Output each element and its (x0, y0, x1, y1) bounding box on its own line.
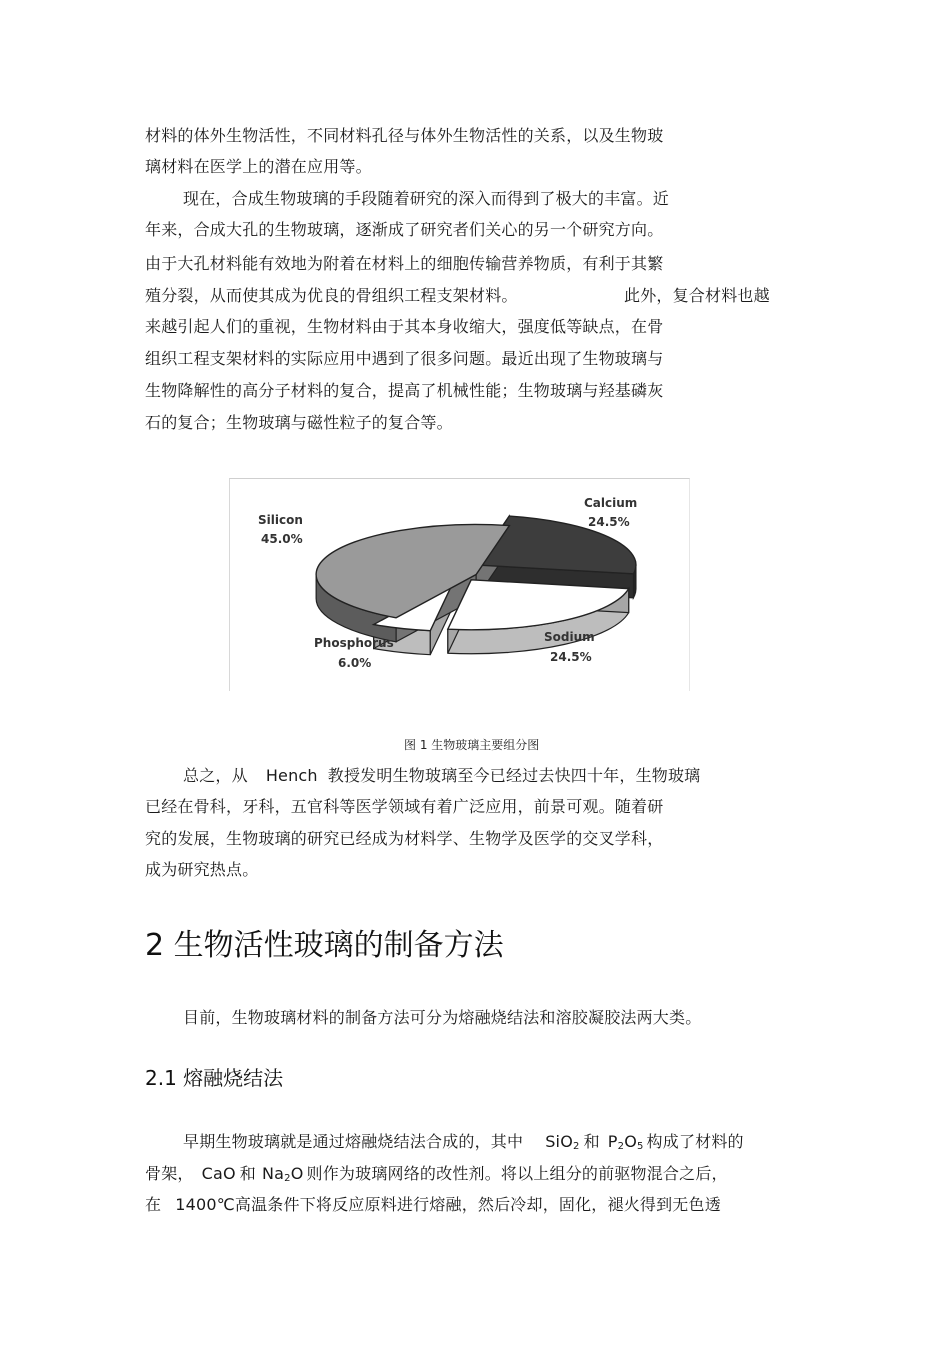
slice-label-silicon: Silicon (258, 513, 303, 527)
text-run: 和 (583, 1132, 600, 1151)
paragraph-line: 材料的体外生物活性，不同材料孔径与体外生物活性的关系，以及生物玻 (145, 126, 664, 145)
slice-value-calcium: 24.5% (588, 515, 630, 529)
text-run: 教授发明生物玻璃至今已经过去快四十年，生物玻璃 (327, 766, 701, 785)
paragraph-line (183, 766, 700, 786)
formula-cao: CaO (201, 1164, 236, 1183)
text-run: 在 (145, 1195, 162, 1214)
pie-chart (230, 479, 689, 691)
figure-caption: 图 1 生物玻璃主要组分图 (404, 738, 540, 752)
paragraph-line: 来越引起人们的重视，生物材料由于其本身收缩大，强度低等缺点，在骨 (145, 317, 664, 336)
text-run: 高温条件下将反应原料进行熔融，然后冷却，固化，褪火得到无色透 (234, 1195, 721, 1214)
text-run: Hench (265, 766, 318, 785)
paragraph-line (183, 1132, 744, 1157)
paragraph-line: 究的发展，生物玻璃的研究已经成为材料学、生物学及医学的交叉学科， (145, 829, 664, 848)
paragraph-line: 已经在骨科，牙科，五官科等医学领域有着广泛应用，前景可观。随着研 (145, 797, 664, 816)
paragraph-line: 年来，合成大孔的生物玻璃，逐渐成了研究者们关心的另一个研究方向。 (145, 220, 664, 239)
text-run: 骨架， (145, 1164, 194, 1183)
paragraph-line: 此外，复合材料也越 (624, 286, 770, 305)
paragraph-line: 成为研究热点。 (145, 860, 259, 879)
paragraph-line: 殖分裂，从而使其成为优良的骨组织工程支架材料。 (145, 286, 518, 305)
paragraph-line (145, 1195, 721, 1215)
paragraph-line: 璃材料在医学上的潜在应用等。 (145, 157, 372, 176)
slice-label-sodium: Sodium (544, 630, 595, 644)
slice-label-calcium: Calcium (584, 496, 638, 510)
paragraph-line (145, 1164, 728, 1189)
text-run: 和 (239, 1164, 256, 1183)
formula-na2o: $Na_2O$ (261, 1164, 304, 1184)
text-run: 1400℃ (175, 1195, 235, 1214)
text-run: 早期生物玻璃就是通过熔融烧结法合成的，其中 (183, 1132, 524, 1151)
formula-sio2: SiO$_2$ (545, 1132, 580, 1152)
text-run: 则作为玻璃网络的改性剂。将以上组分的前驱物混合之后， (306, 1164, 728, 1183)
formula-p2o5: $P_2O_5$ (607, 1132, 644, 1152)
text-run: 构成了材料的 (646, 1132, 744, 1151)
paragraph-line: 现在，合成生物玻璃的手段随着研究的深入而得到了极大的丰富。近 (183, 189, 670, 208)
paragraph-line: 生物降解性的高分子材料的复合，提高了机械性能；生物玻璃与羟基磷灰 (145, 381, 664, 400)
slice-value-sodium: 24.5% (550, 650, 592, 664)
paragraph-line: 组织工程支架材料的实际应用中遇到了很多问题。最近出现了生物玻璃与 (145, 349, 664, 368)
text-run: 总之，从 (183, 766, 248, 785)
subsection-heading: 2.1 熔融烧结法 (145, 1066, 284, 1090)
slice-value-silicon: 45.0% (261, 532, 303, 546)
paragraph-line: 目前，生物玻璃材料的制备方法可分为熔融烧结法和溶胶凝胶法两大类。 (183, 1008, 702, 1027)
paragraph-line: 石的复合；生物玻璃与磁性粒子的复合等。 (145, 413, 453, 432)
slice-value-phosphorus: 6.0% (338, 656, 372, 670)
pie-chart-figure (229, 478, 690, 691)
paragraph-line: 由于大孔材料能有效地为附着在材料上的细胞传输营养物质，有利于其繁 (145, 254, 664, 273)
slice-label-phosphorus: Phosphorus (314, 636, 394, 650)
section-heading: 2 生物活性玻璃的制备方法 (145, 928, 504, 963)
